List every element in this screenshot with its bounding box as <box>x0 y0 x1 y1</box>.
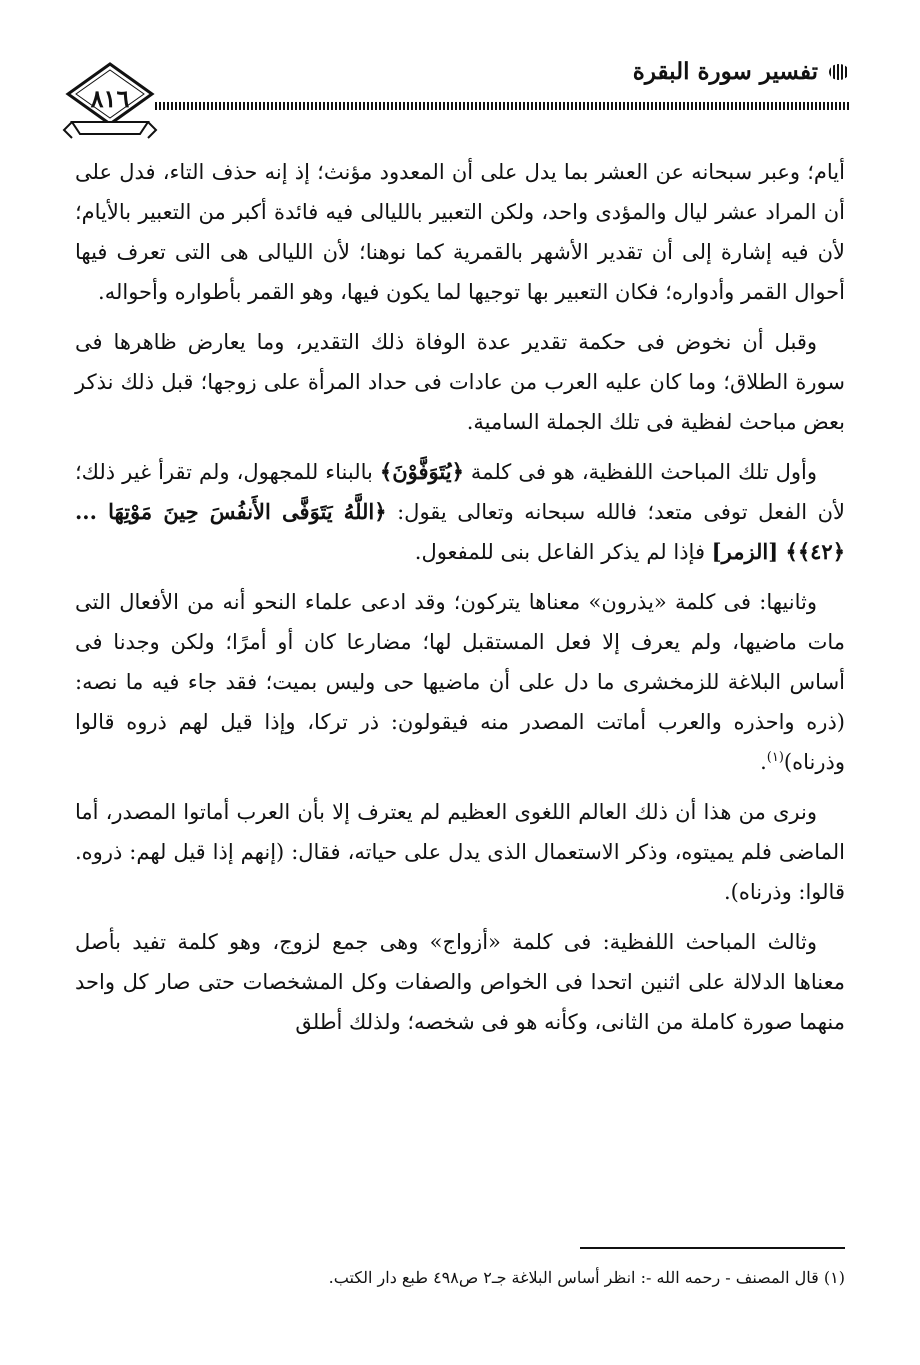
paragraph-2: وقبل أن نخوض فى حكمة تقدير عدة الوفاة ذلك التقدير، وما يعارض ظاهرها فى سورة الطلاق؛ وما كان عليه العرب من عادات فى حداد المرأة على زوجها؛ قبل ذلك نذكر بعض مباحث لفظية فى تلك الجملة السامية. <box>75 330 845 434</box>
footnote-divider <box>580 1247 845 1249</box>
paragraph-4-tail: . <box>760 750 767 774</box>
paragraph-3-middle: بالبناء للمجهول، ولم تقرأ غير ذلك؛ لأن الفعل توفى متعد؛ فالله سبحانه وتعالى يقول: <box>75 460 845 524</box>
flower-ornament-icon <box>828 62 850 82</box>
quran-word: ﴿يُتَوَفَّوْنَ﴾ <box>379 459 464 484</box>
quran-verse: ﴿اللَّهُ يَتَوَفَّى الأَنفُسَ حِينَ مَوْتِهَا ... ﴿٤٢﴾﴾ <box>75 499 845 564</box>
paragraph-6: وثالث المباحث اللفظية: فى كلمة «أزواج» وهى جمع لزوج، وهو كلمة تفيد بأصل معناها الدلالة على اثنين اتحدا فى الخواص والصفات وكل المشخصات حتى صار كل واحد منهما صورة كاملة من الثانى، وكأنه هو فى شخصه؛ ولذلك أطلق <box>75 930 845 1034</box>
surah-reference: [الزمر] <box>711 539 786 564</box>
running-title <box>633 58 850 85</box>
page-number-badge <box>60 60 160 142</box>
page-number: ٨١٦ <box>90 84 130 113</box>
running-title-text: تفسير سورة البقرة <box>632 58 818 85</box>
footnote-marker: (١) <box>766 750 784 765</box>
header-rule <box>155 102 850 110</box>
paragraph-3 <box>75 452 845 572</box>
paragraph-1: أيام؛ وعبر سبحانه عن العشر بما يدل على أن المعدود مؤنث؛ إذ إنه حذف التاء، فدل على أن المراد عشر ليال والمؤدى واحد، ولكن التعبير بالليالى فيه فائدة أكبر من التعبير بالأيام؛ لأن فيه إشارة إلى أن تقدير الأشهر بالقمرية كما نوهنا؛ لأن الليالى هى التى تعرف فيها أحوال القمر وأدواره؛ فكان التعبير بها توجيها لما يكون فيها، وهو القمر بأطواره وأحواله. <box>75 160 845 304</box>
paragraph-4 <box>75 582 845 782</box>
footnote: (١) قال المصنف - رحمه الله -: انظر أساس البلاغة جـ٢ ص٤٩٨ طبع دار الكتب. <box>328 1268 845 1287</box>
paragraph-3-after: فإذا لم يذكر الفاعل بنى للمفعول. <box>414 540 712 564</box>
page-header <box>60 50 850 140</box>
paragraph-3-before: وأول تلك المباحث اللفظية، هو فى كلمة <box>463 460 818 484</box>
paragraph-5: ونرى من هذا أن ذلك العالم اللغوى العظيم لم يعترف إلا بأن العرب أماتوا المصدر، أما الماضى فلم يميتوه، وذكر الاستعمال الذى يدل على حياته، فقال: (إنهم إذا قيل لهم: ذروه. قالوا: وذرناه). <box>75 800 845 904</box>
paragraph-4-text: وثانيها: فى كلمة «يذرون» معناها يتركون؛ وقد ادعى علماء النحو أنه من الأفعال التى مات ماضيها، ولم يعرف إلا فعل المستقبل لها؛ مضارعا كان أو أمرًا؛ ولكن وجدنا فى أساس البلاغة للزمخشرى ما دل على أن ماضيها حى وليس بميت؛ فقد جاء فيه ما نصه: (ذره واحذره والعرب أماتت المصدر منه فيقولون: ذر تركا، وإذا قيل لهم ذروه قالوا وذرناه) <box>75 590 845 774</box>
main-text <box>75 152 845 1052</box>
